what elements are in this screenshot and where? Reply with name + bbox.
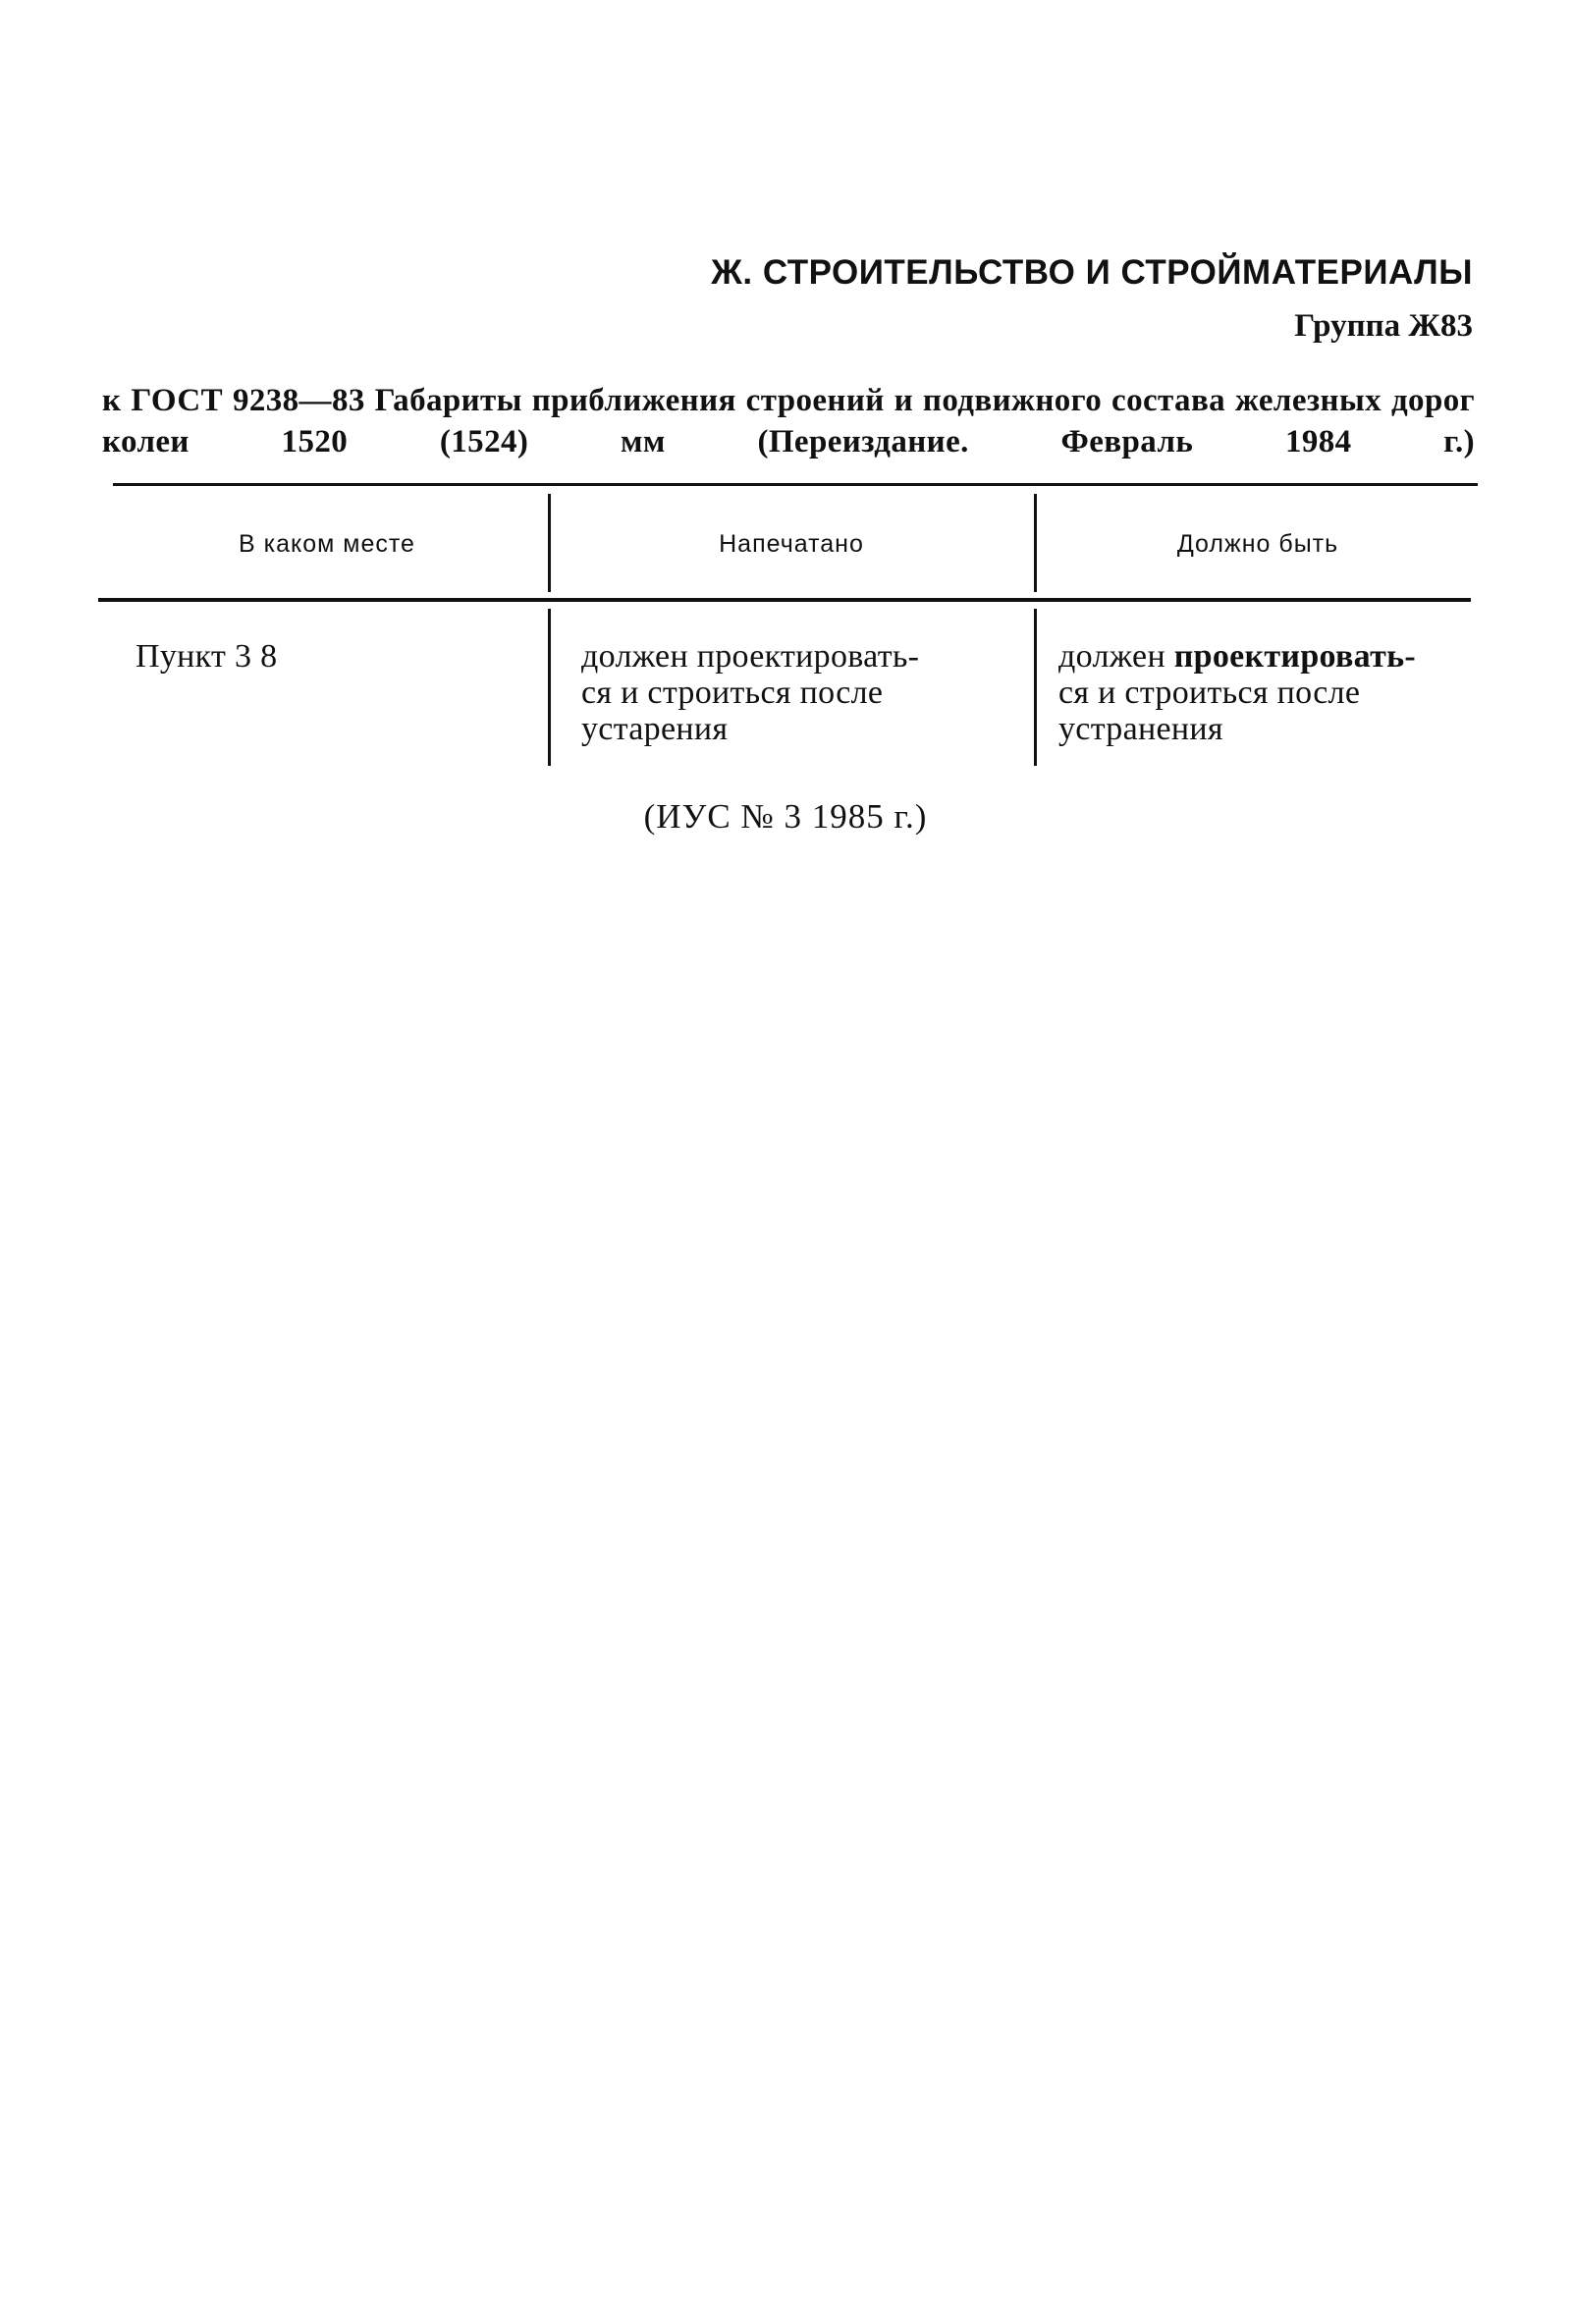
printed-line: устарения	[581, 711, 729, 747]
printed-line: должен проектировать-	[581, 638, 920, 675]
group-code: Группа Ж83	[1294, 308, 1473, 344]
source-note: (ИУС № 3 1985 г.)	[643, 797, 928, 836]
correct-prefix: должен	[1058, 638, 1174, 675]
correct-line: устранения	[1058, 711, 1223, 747]
section-heading: Ж. СТРОИТЕЛЬСТВО И СТРОЙМАТЕРИАЛЫ	[711, 253, 1473, 292]
cell-should-be	[1058, 638, 1416, 747]
column-divider-1-body	[548, 609, 551, 766]
table-top-rule	[113, 483, 1478, 486]
correct-line	[1058, 638, 1416, 675]
table-header-rule	[98, 598, 1471, 602]
column-header-printed: Напечатано	[719, 530, 864, 558]
column-header-should-be: Должно быть	[1176, 530, 1339, 558]
correct-line: ся и строиться после	[1058, 675, 1361, 711]
printed-line: ся и строиться после	[581, 675, 884, 711]
cell-printed	[581, 638, 919, 747]
column-divider-2-body	[1034, 609, 1037, 766]
location-text: Пункт 3 8	[135, 638, 278, 675]
document-title: к ГОСТ 9238—83 Габариты приближения строений и подвижного состава железных дорог колеи 1520 (1524) мм (Переиздание. Февраль 1984 г.)	[102, 383, 1475, 459]
correct-bold-word: проектировать-	[1173, 638, 1416, 675]
column-header-location: В каком месте	[239, 530, 415, 558]
cell-location	[135, 638, 277, 675]
